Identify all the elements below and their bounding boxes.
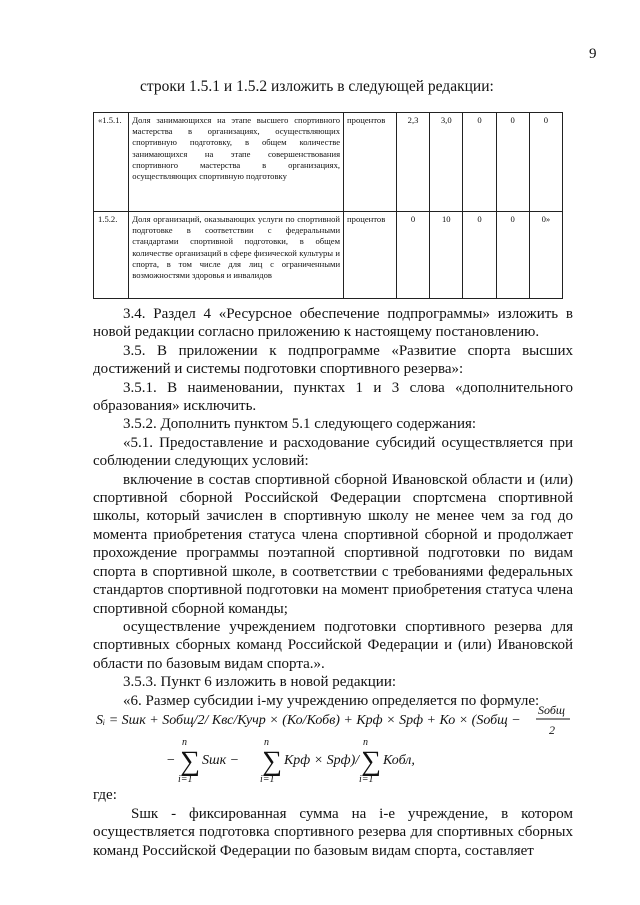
definition-paragraph: Sшк - фиксированная сумма на i-е учреждение, в котором осуществляется подготовка спортивного резерва для спортивных сборных команд Российской Федерации по базовым видам спорта, составляет [93, 805, 573, 859]
value-cell: 0 [396, 212, 429, 299]
fraction-denominator: 2 [549, 723, 555, 737]
paragraph: «5.1. Предоставление и расходование субсидий осуществляется при соблюдении следующих условий: [93, 434, 573, 470]
value-cell: 0 [496, 212, 529, 299]
formula-graphic [94, 700, 574, 784]
paragraph: 3.5.1. В наименовании, пунктах 1 и 3 слова «дополнительного образования» исключить. [93, 379, 573, 415]
table-row [94, 113, 563, 212]
minus-sign: − [166, 753, 176, 768]
paragraph: 3.5.3. Пункт 6 изложить в новой редакции: [123, 674, 397, 691]
formula-line-1: Sᵢ = Sшк + Sобщ/2/ Квс/Кучр × (Ко/Кобв) + Крф × Sрф + Ко × (Sобщ − [96, 713, 521, 728]
where-label: где: [93, 787, 117, 803]
table-row [94, 212, 563, 299]
unit-cell: процентов [344, 212, 397, 299]
value-cell: 0 [463, 113, 496, 212]
page-number: 9 [589, 46, 597, 62]
sum-top: n [182, 737, 187, 748]
document-body [93, 305, 573, 710]
paragraph: осуществление учреждением подготовки спортивного резерва для спортивных сборных команд Российской Федерации и (или) Ивановской области по базовым видам спорта.». [93, 618, 573, 672]
indicator-name: Доля организаций, оказывающих услуги по спортивной подготовке в соответствии с федеральными стандартами спортивной подготовки, в общем количестве организаций в сфере физической культуры и спорта, в том числе для лиц с ограниченными возможностями здоровья и инвалидов [129, 212, 344, 299]
fraction-numerator: Sобщ [538, 703, 565, 717]
paragraph: включение в состав спортивной сборной Ивановской области и (или) спортивной сборной Российской Федерации спортсмена спортивной школы, который зачислен в спортивную школу не менее чем за год до момента приобретения статуса члена спортивной сборной и продолжает прохождение программы поэтапной спортивной подготовки по видам спорта в спортивной школе, в соответствии с требованиями федеральных стандартов спортивной подготовки на момент приобретения статуса члена спортивной сборной команды; [93, 471, 573, 617]
definitions [93, 786, 573, 860]
row-number: 1.5.2. [94, 212, 129, 299]
value-cell: 10 [430, 212, 463, 299]
value-cell: 3,0 [430, 113, 463, 212]
paragraph: «6. Размер субсидии i-му учреждению определяется по формуле: [123, 692, 540, 709]
sum-bottom: i=1 [359, 774, 374, 784]
value-cell: 2,3 [396, 113, 429, 212]
value-cell: 0 [529, 113, 562, 212]
formula-term: Sшк − [202, 753, 240, 768]
value-cell: 0 [463, 212, 496, 299]
subsidy-formula [94, 700, 574, 784]
sum-sign: ∑ [262, 746, 282, 777]
paragraph: 3.5. В приложении к подпрограмме «Развитие спорта высших достижений и системы подготовки спортивного резерва»: [93, 342, 573, 378]
value-cell: 0» [529, 212, 562, 299]
value-cell: 0 [496, 113, 529, 212]
unit-cell: процентов [344, 113, 397, 212]
formula-term: Крф × Sрф)/ [284, 753, 360, 768]
sum-sign: ∑ [361, 746, 381, 777]
sum-top: n [363, 737, 368, 748]
intro-line: строки 1.5.1 и 1.5.2 изложить в следующей редакции: [140, 78, 494, 95]
paragraph: 3.4. Раздел 4 «Ресурсное обеспечение подпрограммы» изложить в новой редакции согласно приложению к настоящему постановлению. [93, 306, 573, 341]
indicator-table [93, 112, 563, 299]
sum-sign: ∑ [180, 746, 200, 777]
paragraph: 3.5.2. Дополнить пунктом 5.1 следующего содержания: [123, 416, 477, 433]
sum-bottom: i=1 [178, 774, 193, 784]
indicator-name: Доля занимающихся на этапе высшего спортивного мастерства в организациях, осуществляющих спортивную подготовку, в общем количестве занимающихся на этапе совершенствования спортивного мастерства в организациях, осуществляющих спортивную подготовку [129, 113, 344, 212]
row-number: «1.5.1. [94, 113, 129, 212]
formula-term: Кобл, [383, 753, 415, 768]
sum-bottom: i=1 [260, 774, 275, 784]
sum-top: n [264, 737, 269, 748]
